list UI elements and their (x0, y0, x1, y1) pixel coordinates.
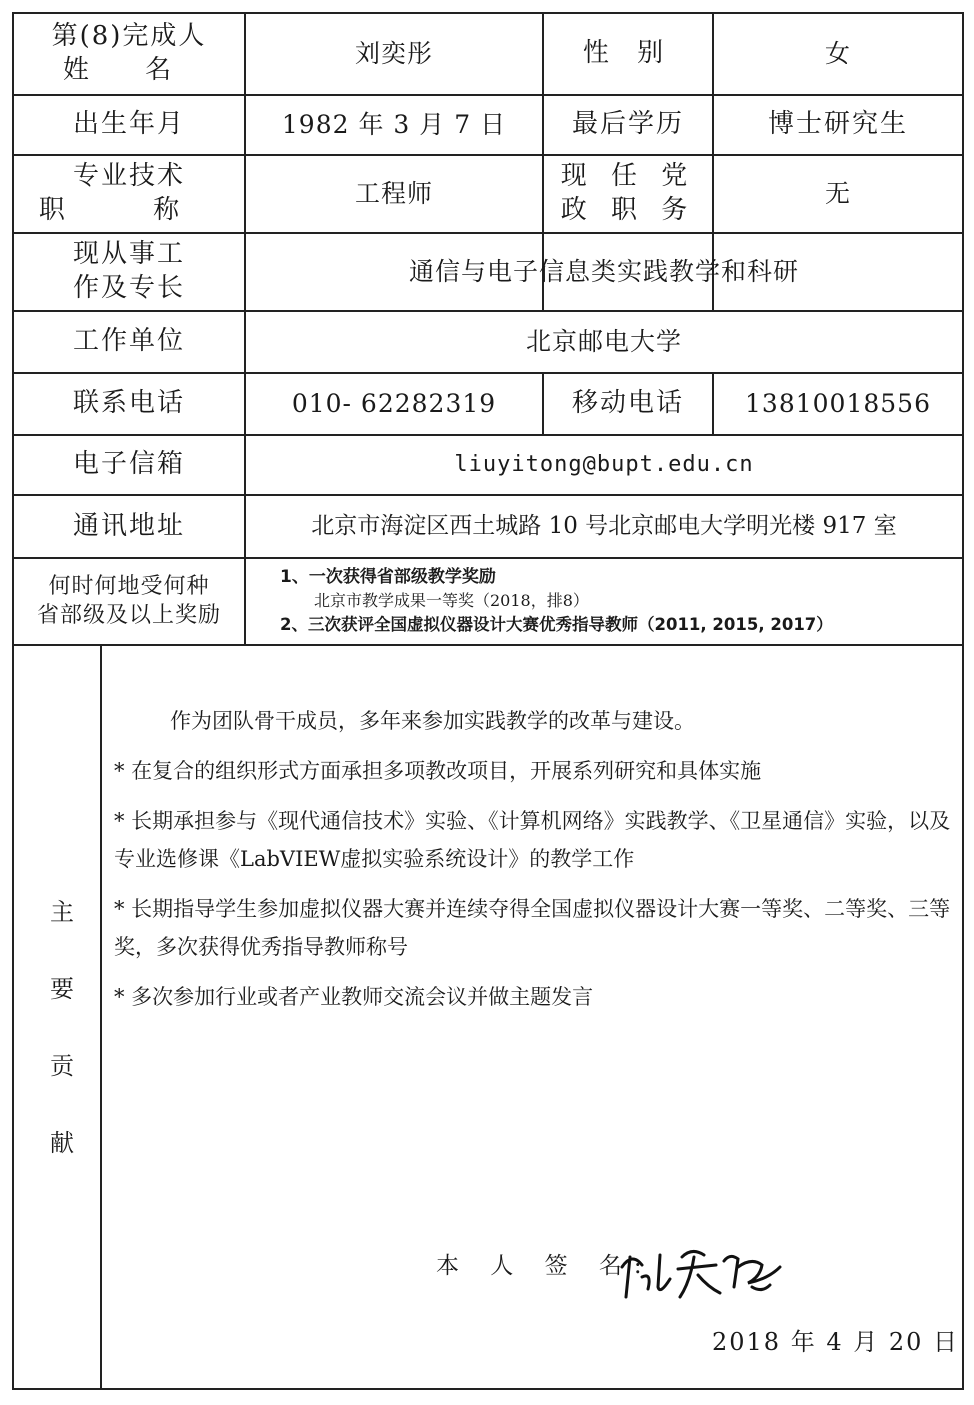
contribution-paragraph: * 长期承担参与《现代通信技术》实验、《计算机网络》实践教学、《卫星通信》实验，以及专业选修课《LabVIEW虚拟实验系统设计》的教学工作 (114, 809, 951, 871)
name-label-line2: 姓 名 (62, 55, 196, 85)
form-table (12, 12, 964, 1390)
title-label-line2: 职 称 (38, 195, 220, 225)
contribution-label (42, 892, 82, 1158)
name-label-line1: 第(8)完成人 (51, 21, 207, 52)
awards-label-line2: 省部级及以上奖励 (36, 602, 221, 628)
work-value: 通信与电子信息类实践教学和科研 (408, 256, 799, 286)
email-label: 电子信箱 (72, 449, 185, 480)
unit-label: 工作单位 (72, 326, 185, 357)
title-label-line1: 专业技术 (72, 161, 185, 192)
handwritten-signature (612, 1227, 792, 1317)
contribution-label-char: 要 (50, 975, 74, 1003)
edu-label: 最后学历 (571, 109, 684, 140)
awards-label (14, 559, 244, 644)
border-bottom (12, 1388, 964, 1390)
mobile-value: 13810018556 (745, 388, 931, 418)
contribution-paragraph: 作为团队骨干成员，多年来参加实践教学的改革与建设。 (170, 709, 695, 733)
contribution-paragraph: * 在复合的组织形式方面承担多项教改项目，开展系列研究和具体实施 (114, 759, 762, 783)
sign-date: 2018 年 4 月 20 日 (712, 1328, 960, 1356)
mobile-label: 移动电话 (571, 388, 684, 419)
party-value: 无 (824, 178, 851, 208)
signature-label: 本 人 签 名: (436, 1253, 654, 1279)
contribution-label-char: 贡 (50, 1052, 74, 1080)
title-value: 工程师 (354, 178, 433, 208)
party-label-line2: 政 职 务 (560, 195, 696, 225)
award-item-1-detail: 北京市教学成果一等奖（2018，排8） (314, 591, 589, 610)
work-label-line2: 作及专长 (72, 273, 185, 303)
unit-value: 北京邮电大学 (525, 326, 682, 356)
border-right (962, 12, 964, 1390)
gender-label: 性 别 (582, 38, 674, 69)
contribution-paragraph: * 多次参加行业或者产业教师交流会议并做主题发言 (114, 985, 594, 1009)
contribution-label-char: 献 (50, 1129, 74, 1157)
phone-label: 联系电话 (72, 388, 185, 419)
awards-list (246, 559, 962, 644)
award-item-1: 1、一次获得省部级教学奖励 (280, 567, 496, 587)
edu-value: 博士研究生 (767, 109, 908, 140)
gender-value: 女 (824, 38, 851, 68)
work-label (14, 234, 244, 310)
phone-value: 010- 62282319 (291, 388, 497, 418)
work-label-line1: 现从事工 (72, 239, 185, 270)
name-value: 刘奕彤 (354, 38, 433, 68)
birth-label: 出生年月 (72, 109, 185, 140)
party-label-line1: 现 任 党 (560, 161, 696, 192)
birth-value: 1982 年 3 月 7 日 (281, 109, 507, 139)
email-value: liuyitong@bupt.edu.cn (454, 451, 754, 477)
contribution-label-char: 主 (50, 898, 74, 926)
title-label (14, 156, 244, 232)
contribution-paragraph: * 长期指导学生参加虚拟仪器大赛并连续夺得全国虚拟仪器设计大赛一等奖、二等奖、三等奖，多次获得优秀指导教师称号 (114, 897, 951, 959)
address-label: 通讯地址 (72, 510, 185, 541)
party-label (544, 156, 712, 232)
awards-label-line1: 何时何地受何种 (48, 573, 210, 599)
contribution-body (114, 702, 954, 1028)
name-label (14, 14, 244, 94)
award-item-2: 2、三次获评全国虚拟仪器设计大赛优秀指导教师（2011, 2015, 2017） (280, 615, 833, 634)
address-value: 北京市海淀区西土城路 10 号北京邮电大学明光楼 917 室 (311, 512, 897, 539)
